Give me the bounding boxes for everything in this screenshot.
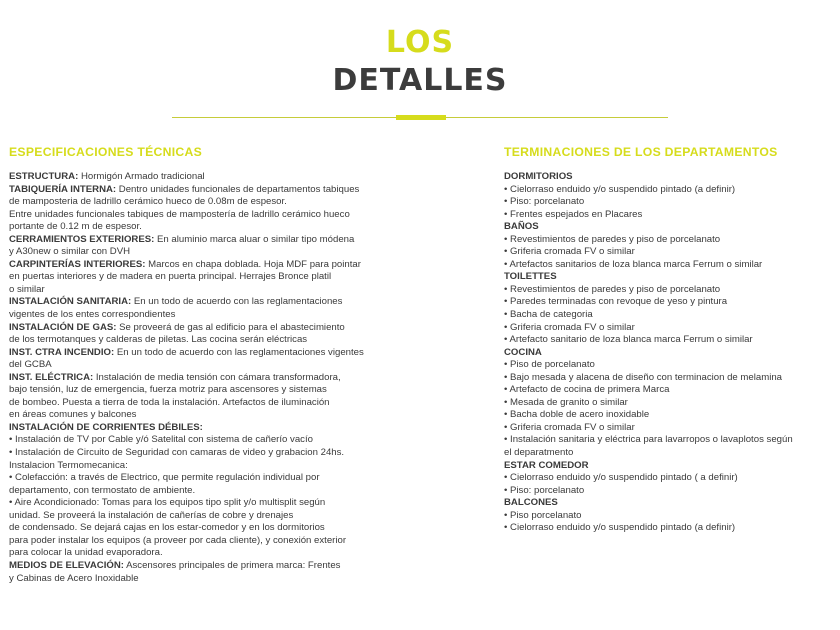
spec-line: [9, 547, 404, 560]
spec-label: BAÑOS: [504, 221, 539, 233]
spec-line: [9, 284, 404, 297]
spec-text: Hormigón Armado tradicional: [78, 171, 205, 182]
spec-text: y A30new o similar con DVH: [9, 246, 131, 258]
spec-text: En aluminio marca aluar o similar tipo módena: [154, 233, 355, 245]
spec-text: Instalacion Termomecanica:: [9, 459, 128, 471]
spec-text: • Frentes espejados en Placares: [504, 208, 643, 220]
spec-text: Dentro unidades funcionales de departamentos tabiques: [116, 183, 360, 195]
spec-line: [504, 472, 840, 485]
spec-text: de condensado. Se dejará cajas en los estar-comedor y en los dormitorios: [9, 522, 325, 534]
spec-line: [504, 234, 840, 247]
spec-line: [9, 309, 404, 322]
spec-line: [504, 522, 840, 535]
spec-text: • Artefactos sanitarios de loza blanca marca Ferrum o similar: [504, 258, 763, 270]
spec-text: del GCBA: [9, 359, 52, 371]
spec-text: en áreas comunes y balcones: [9, 409, 137, 421]
spec-line: [9, 397, 404, 410]
spec-line: [504, 434, 840, 447]
spec-label: INSTALACIÓN SANITARIA:: [9, 296, 132, 308]
spec-line: [9, 296, 404, 309]
spec-text: Ascensores principales de primera marca: Frentes: [123, 559, 341, 571]
spec-line: [9, 334, 404, 347]
spec-text: • Griferia cromada FV o similar: [504, 246, 635, 258]
title-divider-accent: [396, 115, 446, 120]
spec-text: para colocar la unidad evaporadora.: [9, 547, 163, 559]
spec-text: portante de 0.12 m de espesor.: [9, 221, 142, 233]
spec-line: [9, 535, 404, 548]
spec-line: [504, 359, 840, 372]
spec-line: [9, 409, 404, 422]
spec-line: [504, 271, 840, 284]
spec-line: [9, 560, 404, 573]
spec-line: [9, 246, 404, 259]
spec-line: [504, 322, 840, 335]
apartment-finishes-column: [504, 144, 840, 535]
spec-label: MEDIOS DE ELEVACIÓN:: [9, 559, 124, 571]
spec-label: CERRAMIENTOS EXTERIORES:: [9, 233, 155, 245]
spec-line: [9, 422, 404, 435]
spec-text: • Cielorraso enduido y/o suspendido pintado (a definir): [504, 522, 736, 534]
spec-label: COCINA: [504, 346, 542, 358]
spec-line: [504, 422, 840, 435]
spec-line: [504, 296, 840, 309]
spec-label: INST. CTRA INCENDIO:: [9, 346, 115, 358]
spec-label: INST. ELÉCTRICA:: [9, 371, 94, 383]
spec-line: [504, 196, 840, 209]
spec-label: ESTRUCTURA:: [9, 171, 79, 182]
spec-label: INSTALACIÓN DE CORRIENTES DÉBILES:: [9, 421, 203, 433]
spec-line: [504, 485, 840, 498]
spec-text: • Cielorraso enduido y/o suspendido pintado ( a definir): [504, 472, 738, 484]
spec-line: [9, 359, 404, 372]
spec-text: de bombeo. Puesta a tierra de toda la instalación. Artefactos de iluminación: [9, 396, 330, 408]
spec-text: de los termotanques y calderas de piletas. Las cocina serán eléctricas: [9, 334, 308, 346]
spec-text: • Paredes terminadas con revoque de yeso y pintura: [504, 296, 728, 308]
technical-specs-body: [9, 171, 404, 585]
spec-text: • Revestimientos de paredes y piso de porcelanato: [504, 283, 721, 295]
spec-text: • Bajo mesada y alacena de diseño con terminacion de melamina: [504, 371, 783, 383]
spec-line: [9, 472, 404, 485]
spec-line: [9, 171, 404, 184]
spec-line: [504, 259, 840, 272]
spec-line: [504, 334, 840, 347]
spec-text: y Cabinas de Acero Inoxidable: [9, 572, 139, 584]
spec-line: [9, 510, 404, 523]
spec-text: • Instalación sanitaria y eléctrica para lavarropos o lavaplotos según: [504, 434, 793, 446]
spec-text: Marcos en chapa doblada. Hoja MDF para pointar: [145, 258, 361, 270]
spec-line: [504, 284, 840, 297]
spec-text: • Instalación de TV por Cable y/ó Satelital con sistema de cañerío vacío: [9, 434, 313, 446]
spec-line: [9, 347, 404, 360]
spec-label: DORMITORIOS: [504, 171, 573, 182]
spec-label: ESTAR COMEDOR: [504, 459, 589, 471]
spec-line: [504, 309, 840, 322]
technical-specs-column: [9, 144, 404, 585]
spec-text: departamento, con termostato de ambiente.: [9, 484, 196, 496]
spec-line: [9, 522, 404, 535]
spec-text: • Griferia cromada FV o similar: [504, 321, 635, 333]
spec-text: para poder instalar los equipos (a proveer por cada cliente), y conexión exterior: [9, 534, 347, 546]
apartment-finishes-body: [504, 171, 840, 535]
spec-text: • Instalación de Circuito de Seguridad con camaras de video y grabacion 24hs.: [9, 447, 345, 459]
spec-line: [504, 397, 840, 410]
spec-line: [9, 384, 404, 397]
spec-text: bajo tensión, luz de emergencia, fuerza motriz para ascensores y sistemas: [9, 384, 327, 396]
spec-text: Se proveerá de gas al edificio para el abastecimiento: [116, 321, 345, 333]
spec-line: [504, 497, 840, 510]
spec-text: vigentes de los entes correspondientes: [9, 309, 176, 321]
spec-line: [9, 221, 404, 234]
spec-text: • Cielorraso enduido y/o suspendido pintado (a definir): [504, 183, 736, 195]
spec-text: • Piso: porcelanato: [504, 196, 585, 208]
apartment-finishes-heading: TERMINACIONES DE LOS DEPARTAMENTOS: [504, 145, 778, 159]
spec-text: • Revestimientos de paredes y piso de porcelanato: [504, 233, 721, 245]
spec-text: • Bacha de categoria: [504, 309, 593, 321]
spec-text: En un todo de acuerdo con las reglamentaciones vigentes: [114, 346, 364, 358]
spec-line: [9, 497, 404, 510]
spec-line: [9, 271, 404, 284]
spec-text: o similar: [9, 283, 45, 295]
spec-line: [504, 510, 840, 523]
spec-line: [504, 184, 840, 197]
spec-text: En un todo de acuerdo con las reglamentaciones: [131, 296, 343, 308]
spec-text: • Bacha doble de acero inoxidable: [504, 409, 650, 421]
page-title-detalles: DETALLES: [332, 63, 508, 98]
spec-text: • Colefacción: a través de Electrico, que permite regulación individual por: [9, 472, 320, 484]
spec-line: [9, 434, 404, 447]
spec-line: [504, 460, 840, 473]
spec-line: [9, 372, 404, 385]
spec-label: TABIQUERÍA INTERNA:: [9, 183, 117, 195]
spec-line: [9, 322, 404, 335]
spec-label: INSTALACIÓN DE GAS:: [9, 321, 117, 333]
spec-label: CARPINTERÍAS INTERIORES:: [9, 258, 146, 270]
spec-text: en puertas interiores y de madera en puerta principal. Herrajes Bronce platil: [9, 271, 332, 283]
spec-text: • Aire Acondicionado: Tomas para los equipos tipo split y/o multisplit según: [9, 497, 326, 509]
spec-line: [504, 409, 840, 422]
spec-line: [9, 184, 404, 197]
spec-text: unidad. Se proveerá la instalación de cañerías de cobre y drenajes: [9, 509, 294, 521]
spec-text: • Piso porcelanato: [504, 509, 582, 521]
spec-line: [504, 384, 840, 397]
spec-text: • Griferia cromada FV o similar: [504, 421, 635, 433]
page-title-los: LOS: [385, 25, 455, 60]
spec-line: [504, 171, 840, 184]
spec-line: [9, 234, 404, 247]
spec-text: el deparatmento: [504, 447, 574, 459]
spec-line: [504, 447, 840, 460]
spec-label: BALCONES: [504, 497, 558, 509]
spec-line: [504, 209, 840, 222]
technical-specs-heading: ESPECIFICACIONES TÉCNICAS: [9, 145, 203, 159]
spec-text: • Artefacto de cocina de primera Marca: [504, 384, 670, 396]
spec-line: [9, 447, 404, 460]
spec-line: [504, 347, 840, 360]
spec-text: Instalación de media tensión con cámara transformadora,: [93, 371, 341, 383]
spec-line: [504, 221, 840, 234]
spec-line: [504, 372, 840, 385]
spec-line: [9, 196, 404, 209]
spec-line: [9, 259, 404, 272]
spec-text: de mamposteria de ladrillo cerámico hueco de 0.08m de espesor.: [9, 196, 287, 208]
spec-line: [9, 460, 404, 473]
spec-label: TOILETTES: [504, 271, 557, 283]
spec-line: [9, 209, 404, 222]
spec-text: • Mesada de granito o similar: [504, 396, 628, 408]
spec-text: • Artefacto sanitario de loza blanca marca Ferrum o similar: [504, 334, 753, 346]
spec-text: • Piso de porcelanato: [504, 359, 595, 371]
spec-line: [504, 246, 840, 259]
spec-line: [9, 573, 404, 586]
spec-text: Entre unidades funcionales tabiques de mampostería de ladrillo cerámico hueco: [9, 208, 350, 220]
spec-text: • Piso: porcelanato: [504, 484, 585, 496]
spec-line: [9, 485, 404, 498]
